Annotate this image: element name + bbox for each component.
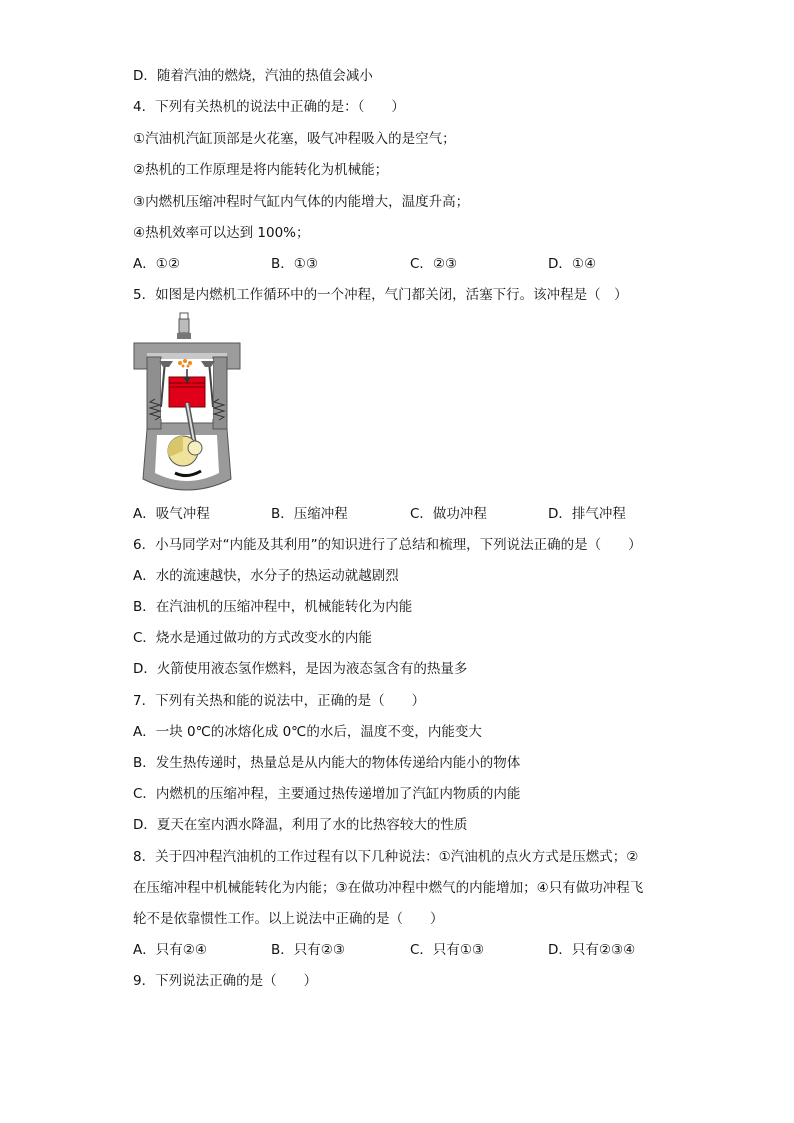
q4-statement-3: ③内燃机压缩冲程时气缸内气体的内能增大，温度升高； [133, 194, 470, 210]
q7-option-a[interactable]: A．一块 0℃的冰熔化成 0℃的水后，温度不变，内能变大 [133, 724, 482, 740]
q5-option-b[interactable]: B．压缩冲程 [271, 506, 348, 522]
q6-stem: 6．小马同学对“内能及其利用”的知识进行了总结和梳理，下列说法正确的是（ ） [133, 537, 642, 553]
q4-statement-2: ②热机的工作原理是将内能转化为机械能； [133, 162, 389, 178]
q8-option-d[interactable]: D．只有②③④ [548, 942, 636, 958]
q5-option-d[interactable]: D．排气冲程 [548, 506, 626, 522]
q5-option-c[interactable]: C．做功冲程 [410, 506, 487, 522]
q7-stem: 7．下列有关热和能的说法中，正确的是（ ） [133, 693, 426, 709]
q8-stem-line-2: 在压缩冲程中机械能转化为内能；③在做功冲程中燃气的内能增加；④只有做功冲程飞 [133, 880, 644, 896]
q6-option-c[interactable]: C．烧水是通过做功的方式改变水的内能 [133, 630, 372, 646]
q8-option-a[interactable]: A．只有②④ [133, 942, 207, 958]
q9-stem: 9．下列说法正确的是（ ） [133, 973, 318, 989]
q4-option-c[interactable]: C．②③ [410, 256, 458, 272]
q8-stem-line-3: 轮不是依靠惯性工作。以上说法中正确的是（ ） [133, 911, 444, 927]
q4-stem: 4．下列有关热机的说法中正确的是：（ ） [133, 99, 405, 115]
engine-power-stroke-icon [131, 311, 243, 496]
q5-stem: 5．如图是内燃机工作循环中的一个冲程，气门都关闭，活塞下行。该冲程是（ ） [133, 287, 628, 303]
q8-stem-line-1: 8．关于四冲程汽油机的工作过程有以下几种说法：①汽油机的点火方式是压燃式；② [133, 849, 639, 865]
q4-option-b[interactable]: B．①③ [271, 256, 318, 272]
q7-option-c[interactable]: C．内燃机的压缩冲程，主要通过热传递增加了汽缸内物质的内能 [133, 786, 521, 802]
q4-statement-1: ①汽油机汽缸顶部是火花塞，吸气冲程吸入的是空气； [133, 131, 456, 147]
q6-option-a[interactable]: A．水的流速越快，水分子的热运动就越剧烈 [133, 568, 399, 584]
q4-option-d[interactable]: D．①④ [548, 256, 597, 272]
q4-option-a[interactable]: A．①② [133, 256, 180, 272]
q5-option-a[interactable]: A．吸气冲程 [133, 506, 210, 522]
q8-option-c[interactable]: C．只有①③ [410, 942, 485, 958]
q7-option-b[interactable]: B．发生热传递时，热量总是从内能大的物体传递给内能小的物体 [133, 755, 521, 771]
engine-diagram [131, 311, 243, 496]
q4-statement-4: ④热机效率可以达到 100%； [133, 225, 310, 241]
q8-option-b[interactable]: B．只有②③ [271, 942, 345, 958]
q6-option-d[interactable]: D．火箭使用液态氢作燃料，是因为液态氢含有的热量多 [133, 661, 468, 677]
q6-option-b[interactable]: B．在汽油机的压缩冲程中，机械能转化为内能 [133, 599, 413, 615]
q7-option-d[interactable]: D．夏天在室内洒水降温，利用了水的比热容较大的性质 [133, 817, 468, 833]
q3-option-d: D．随着汽油的燃烧，汽油的热值会减小 [133, 68, 373, 84]
